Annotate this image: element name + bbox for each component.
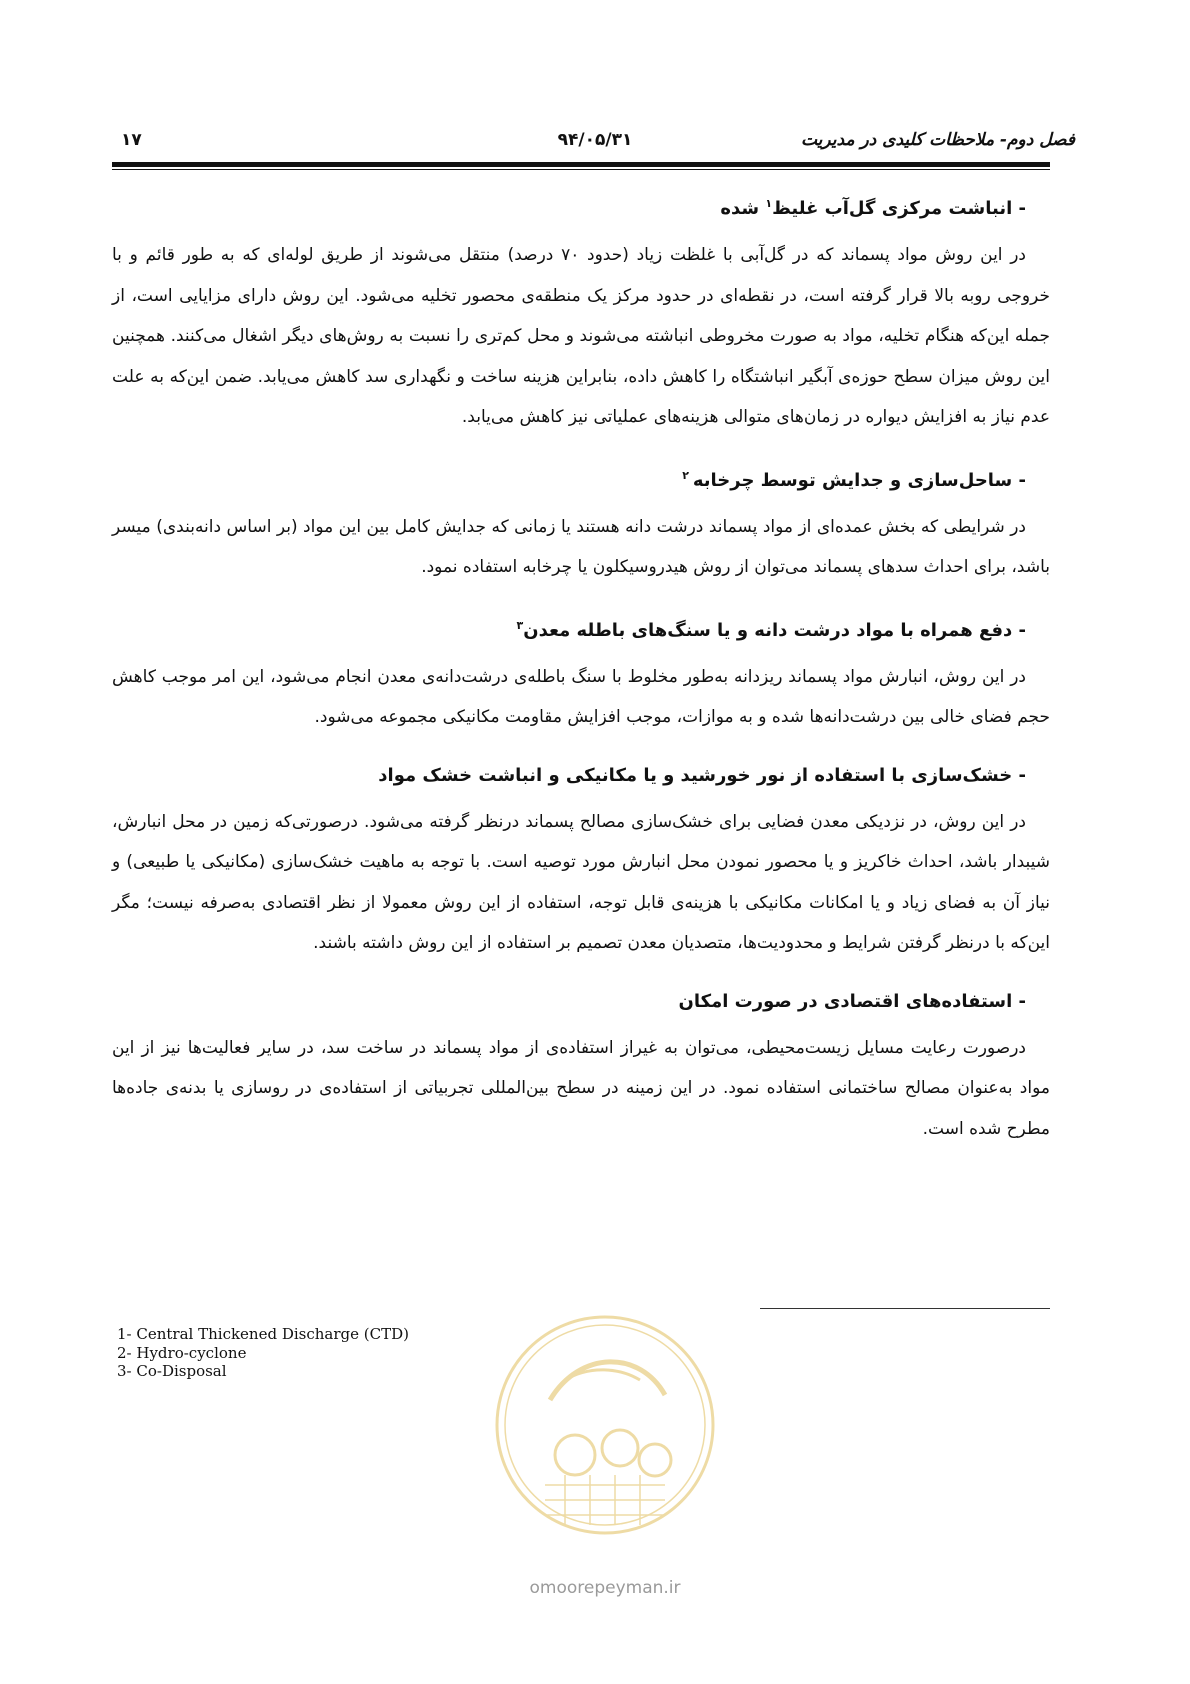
- watermark-url: omoorepeyman.ir: [529, 1578, 681, 1598]
- footnote-separator: [760, 1308, 1050, 1309]
- footnote-1: 1- Central Thickened Discharge (CTD): [117, 1325, 409, 1343]
- section-paragraph-1: در این روش مواد پسماند که در گل‌آبی با غلظت زیاد (حدود ۷۰ درصد) منتقل می‌شوند از طریق لوله‌ای که به طور قائم و با خروجی روبه بالا قرار گرفته است، در نقطه‌ای در حدود مرکز یک منطقه‌ی محصور تخلیه می‌شود. این روش دارای مزایایی است، از جمله این‌که هنگام تخلیه، مواد به صورت مخروطی انباشته می‌شوند و محل کم‌تری را نسبت به روش‌های دیگر اشغال می‌کنند. همچنین این روش میزان سطح حوزه‌ی آبگیر انباشتگاه را کاهش داده، بنابراین هزینه ساخت و نگهداری سد کاهش می‌یابد. ضمن این‌که به علت عدم نیاز به افزایش دیواره در زمان‌های متوالی هزینه‌های عملیاتی نیز کاهش می‌یابد.: [112, 245, 1050, 427]
- section-heading-3: - دفع همراه با مواد درشت دانه و یا سنگ‌های باطله معدن$^۳$: [516, 618, 1026, 641]
- footnote-3: 3- Co-Disposal: [117, 1362, 227, 1380]
- header-date: ۹۴/۰۵/۳۱: [557, 130, 633, 150]
- section-heading-4: - خشک‌سازی با استفاده از نور خورشید و یا مکانیکی و انباشت خشک مواد: [378, 764, 1026, 786]
- footnote-ref-3[interactable]: ۳: [516, 618, 524, 632]
- running-header: [115, 126, 1075, 160]
- section-heading-1: - انباشت مرکزی گل‌آب غلیظ$^۱$ شده: [720, 197, 1026, 219]
- footnote-ref-1[interactable]: ۱: [765, 197, 773, 210]
- chapter-title: فصل دوم- ملاحظات کلیدی در مدیریت: [800, 130, 1075, 150]
- section-paragraph-5: درصورت رعایت مسایل زیست‌محیطی، می‌توان به غیراز استفاده‌ی از مواد پسماند در ساخت سد، در سایر فعالیت‌ها نیز از این مواد به‌عنوان مصالح ساختمانی استفاده نمود. در این زمینه در سطح بین‌المللی تجربیاتی از استفاده‌ی در روسازی یا بدنه‌ی جاده‌ها مطرح شده است.: [112, 1037, 1050, 1139]
- footnotes: [117, 1325, 517, 1381]
- page-number: ۱۷: [121, 130, 142, 150]
- section-paragraph-3: در این روش، انبارش مواد پسماند ریزدانه به‌طور مخلوط با سنگ باطله‌ی درشت‌دانه‌ی معدن انجام می‌شود، این امر موجب کاهش حجم فضای خالی بین درشت‌دانه‌ها شده و به موازات، موجب افزایش مقاومت مکانیکی مجموعه می‌شود.: [112, 666, 1050, 727]
- body-content: [112, 186, 1050, 1169]
- header-rule-thin: [112, 169, 1050, 170]
- watermark-logo-icon: [490, 1310, 720, 1540]
- section-paragraph-2: در شرایطی که بخش عمده‌ای از مواد پسماند درشت دانه هستند یا زمانی که جدایش کامل بین این مواد (بر اساس دانه‌بندی) میسر باشد، برای احداث سدهای پسماند می‌توان از روش هیدروسیکلون یا چرخابه استفاده نمود.: [112, 516, 1050, 577]
- section-paragraph-4: در این روش، در نزدیکی معدن فضایی برای خشک‌سازی مصالح پسماند درنظر گرفته می‌شود. درصورتی‌که زمین در محل انبارش، شیبدار باشد، احداث خاکریز و یا محصور نمودن محل انبارش مورد توصیه است. با توجه به ماهیت خشک‌سازی (مکانیکی یا طبیعی) و نیاز آن به فضای زیاد و یا امکانات مکانیکی با هزینه‌ی قابل توجه، استفاده از این روش معمولا از نظر اقتصادی به‌صرفه نیست؛ مگر این‌که با درنظر گرفتن شرایط و محدودیت‌ها، متصدیان معدن تصمیم بر استفاده از این روش داشته باشند.: [112, 811, 1050, 953]
- header-rule-thick: [112, 162, 1050, 167]
- section-heading-2: - ساحل‌سازی و جدایش توسط چرخابه $^۲$: [682, 468, 1026, 491]
- footnote-2: 2- Hydro-cyclone: [117, 1343, 247, 1362]
- section-heading-5: - استفاده‌های اقتصادی در صورت امکان: [678, 990, 1026, 1012]
- footnote-ref-2[interactable]: ۲: [682, 468, 693, 482]
